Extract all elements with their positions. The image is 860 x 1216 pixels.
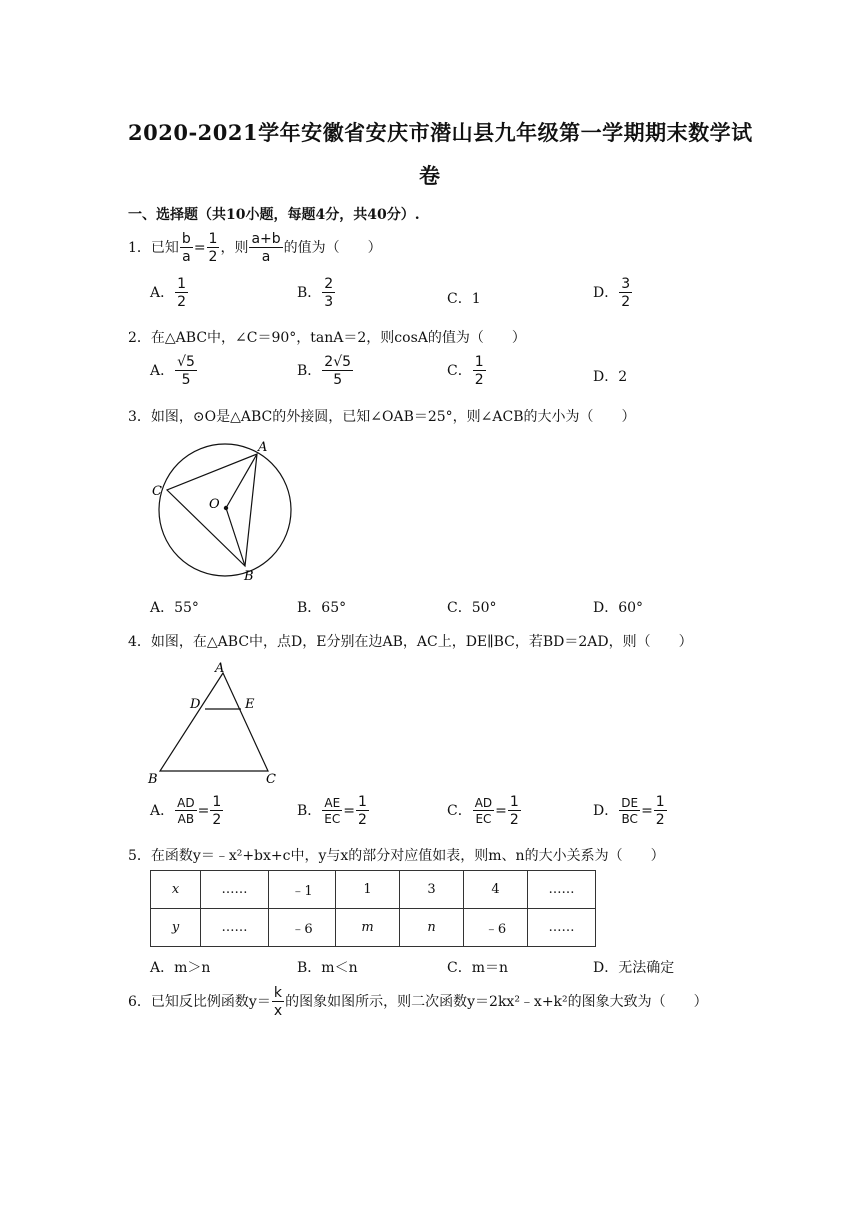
table-cell: m	[336, 909, 400, 947]
q3-option-c: C．50°	[447, 600, 497, 616]
table-cell: 4	[464, 871, 528, 909]
q2-option-c: C． $\frac{1}{2}$	[447, 354, 484, 388]
table-cell: x	[151, 871, 201, 909]
question-6: 6．已知反比例函数y＝ $\frac{k}{x}$ 的图象如图所示，则二次函数y＝2kx²﹣x+k²的图象大致为（ ）	[128, 985, 708, 1019]
page-title-line2: 卷	[419, 163, 441, 188]
q2-option-b: B． $\frac{2√5}{5}$	[297, 354, 352, 388]
circumcircle	[159, 444, 291, 576]
q1-option-b: B． $\frac{2}{3}$	[297, 276, 334, 310]
label-a: A	[215, 661, 225, 676]
q3-option-b: B．65°	[297, 600, 347, 616]
question-2: 2．在△ABC中，∠C＝90°，tanA＝2，则cosA的值为（ ）	[128, 330, 526, 346]
label-c: C	[266, 772, 276, 787]
table-cell: ……	[528, 871, 596, 909]
label-b: B	[148, 772, 158, 787]
table-cell: 3	[400, 871, 464, 909]
label-o: O	[209, 497, 220, 512]
circle-figure	[145, 435, 305, 585]
table-cell: ……	[528, 909, 596, 947]
page-title-line1: 2020-2021学年安徽省安庆市潜山县九年级第一学期期末数学试	[128, 120, 753, 145]
label-b: B	[244, 569, 254, 584]
question-4: 4．如图，在△ABC中，点D，E分别在边AB，AC上，DE∥BC，若BD＝2AD，则（ ）	[128, 634, 693, 650]
q5-option-c: C．m＝n	[447, 960, 509, 976]
q5-option-a: A．m＞n	[150, 960, 211, 976]
triangle-figure	[140, 658, 290, 788]
q1-option-c: C．1	[447, 291, 481, 307]
fraction: $\frac{1}{2}$	[208, 231, 218, 265]
q1-option-a: A． $\frac{1}{2}$	[150, 276, 187, 310]
table-row	[151, 871, 596, 909]
q5-option-b: B．m＜n	[297, 960, 358, 976]
value-table	[150, 870, 596, 947]
label-c: C	[152, 484, 162, 499]
fraction: $\frac{k}{x}$	[273, 985, 283, 1019]
q4-option-c: C． $\frac{AD}{EC}$ = $\frac{1}{2}$	[447, 794, 519, 828]
question-1: 1．已知 $\frac{b}{a}$ = $\frac{1}{2}$ ，则 $\frac{a+b}{a}$ 的值为（ ）	[128, 231, 382, 265]
table-cell: ……	[201, 871, 269, 909]
label-a: A	[258, 440, 268, 455]
label-e: E	[245, 697, 255, 712]
center-point-o	[224, 506, 228, 510]
q3-option-d: D．60°	[593, 600, 644, 616]
q3-option-a: A．55°	[150, 600, 199, 616]
table-cell: 1	[336, 871, 400, 909]
q5-option-d: D．无法确定	[593, 960, 675, 976]
q1-option-d: D． $\frac{3}{2}$	[593, 276, 631, 310]
label-d: D	[190, 697, 201, 712]
fraction: $\frac{b}{a}$	[181, 231, 191, 265]
table-cell: ﹣6	[269, 909, 336, 947]
question-3: 3．如图，⊙O是△ABC的外接圆，已知∠OAB＝25°，则∠ACB的大小为（ ）	[128, 409, 636, 425]
q4-option-a: A． $\frac{AD}{AB}$ = $\frac{1}{2}$	[150, 794, 222, 828]
q2-option-a: A． $\frac{√5}{5}$	[150, 354, 195, 388]
question-5: 5．在函数y＝﹣x²+bx+c中，y与x的部分对应值如表，则m、n的大小关系为（ ）	[128, 848, 665, 864]
q4-option-b: B． $\frac{AE}{EC}$ = $\frac{1}{2}$	[297, 794, 367, 828]
q4-option-d: D． $\frac{DE}{BC}$ = $\frac{1}{2}$	[593, 794, 665, 828]
q2-option-d: D．2	[593, 369, 628, 385]
table-cell: ﹣6	[464, 909, 528, 947]
triangle-abc	[160, 673, 268, 771]
table-cell: n	[400, 909, 464, 947]
table-cell: y	[151, 909, 201, 947]
table-cell: ﹣1	[269, 871, 336, 909]
fraction: $\frac{a+b}{a}$	[251, 231, 281, 265]
section-heading: 一、选择题（共10小题，每题4分，共40分）.	[128, 207, 420, 223]
table-row	[151, 909, 596, 947]
table-cell: ……	[201, 909, 269, 947]
